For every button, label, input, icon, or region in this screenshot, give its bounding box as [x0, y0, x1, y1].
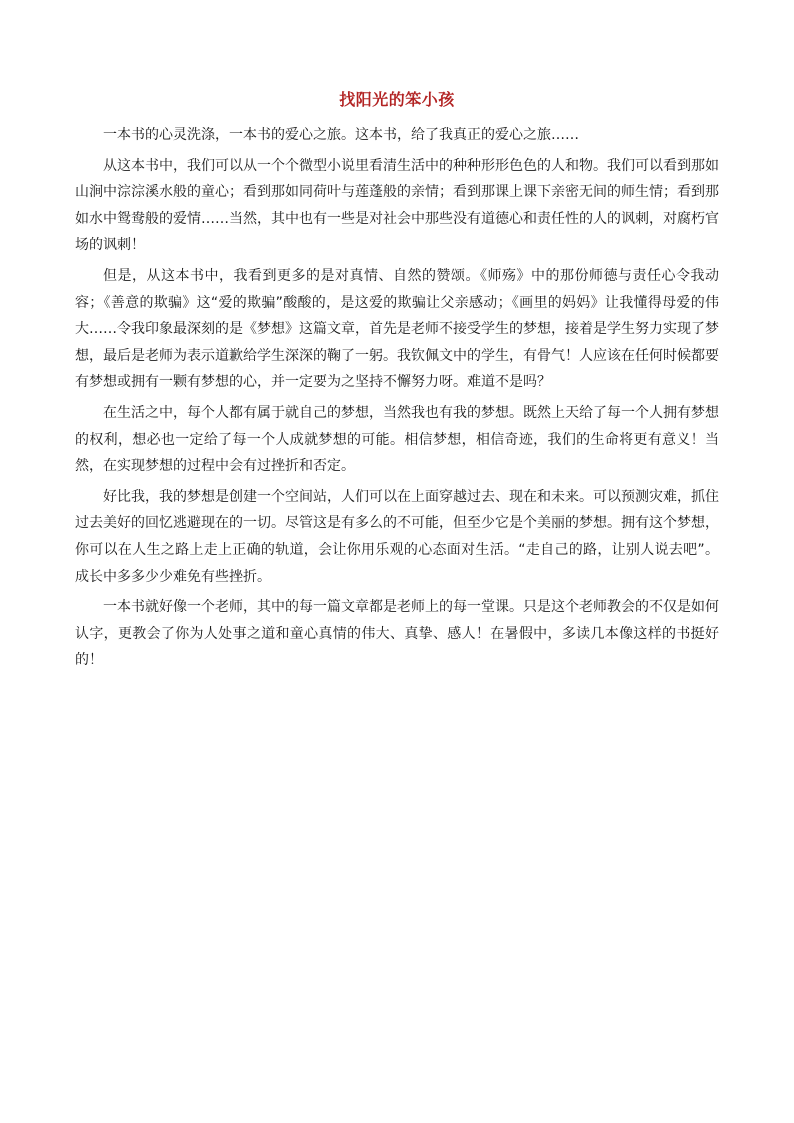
paragraph-4: 在生活之中，每个人都有属于就自己的梦想，当然我也有我的梦想。既然上天给了每一个人拥有梦想的权利，想必也一定给了每一个人成就梦想的可能。相信梦想，相信奇迹，我们的生命将更有意义！当然，在实现梦想的过程中会有过挫折和否定。	[75, 404, 719, 475]
paragraph-1: 一本书的心灵洗涤，一本书的爱心之旅。这本书，给了我真正的爱心之旅……	[103, 127, 579, 143]
paragraph-5: 好比我，我的梦想是创建一个空间站，人们可以在上面穿越过去、现在和未来。可以预测灾难，抓住过去美好的回忆逃避现在的一切。尽管这是有多么的不可能，但至少它是个美丽的梦想。拥有这个梦想，你可以在人生之路上走上正确的轨道，会让你用乐观的心态面对生活。“走自己的路，让别人说去吧”。成长中多多少少难免有些挫折。	[75, 488, 719, 585]
document-body	[75, 122, 719, 678]
paragraph-3: 但是，从这本书中，我看到更多的是对真情、自然的赞颂。《师殇》中的那份师德与责任心令我动容；《善意的欺骗》这“爱的欺骗”酸酸的，是这爱的欺骗让父亲感动；《画里的妈妈》让我懂得母爱的伟大……令我印象最深刻的是《梦想》这篇文章，首先是老师不接受学生的梦想，接着是学生努力实现了梦想，最后是老师为表示道歉给学生深深的鞠了一躬。我钦佩文中的学生，有骨气！人应该在任何时候都要有梦想或拥有一颗有梦想的心，并一定要为之坚持不懈努力呀。难道不是吗？	[75, 267, 719, 391]
document-title: 找阳光的笨小孩	[339, 90, 455, 109]
paragraph-6: 一本书就好像一个老师，其中的每一篇文章都是老师上的每一堂课。只是这个老师教会的不仅是如何认字，更教会了你为人处事之道和童心真情的伟大、真挚、感人！在暑假中，多读几本像这样的书挺好的！	[75, 599, 719, 669]
paragraph-2: 从这本书中，我们可以从一个个微型小说里看清生活中的种种形形色色的人和物。我们可以看到那如山涧中淙淙溪水般的童心；看到那如同荷叶与莲蓬般的亲情；看到那课上课下亲密无间的师生情；看到那如水中鸳鸯般的爱情……当然，其中也有一些是对社会中那些没有道德心和责任性的人的讽刺，对腐朽官场的讽刺！	[75, 157, 719, 254]
